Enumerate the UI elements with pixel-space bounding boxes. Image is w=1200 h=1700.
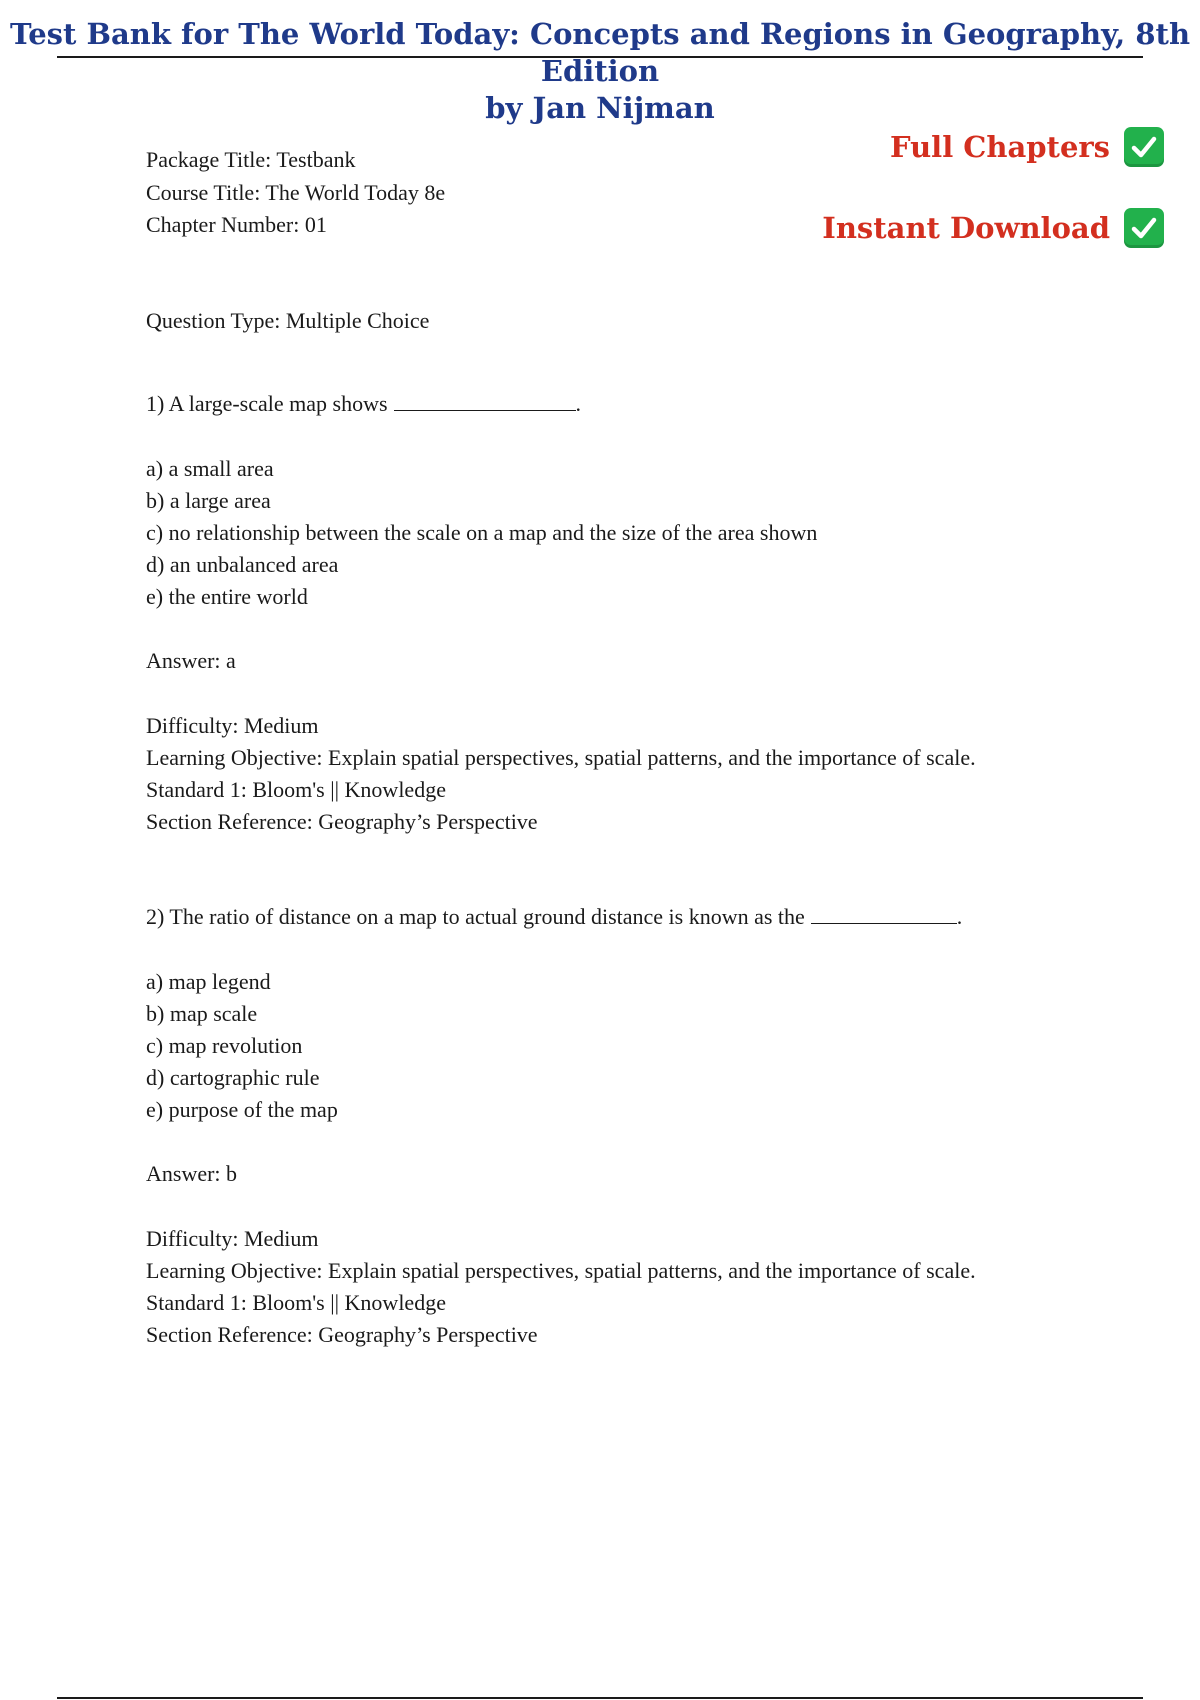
check-mark-icon: [1124, 127, 1164, 167]
learning-objective: Learning Objective: Explain spatial perspectives, spatial patterns, and the importance of scale.: [146, 1258, 976, 1283]
question-2-text: 2) The ratio of distance on a map to actual ground distance is known as the: [146, 904, 805, 929]
question-2-prompt: [146, 902, 962, 932]
blank-suffix: .: [956, 904, 963, 929]
footer-rule: [57, 1697, 1143, 1699]
instant-download-label: Instant Download: [822, 211, 1110, 245]
option-a: a) a small area: [146, 456, 274, 481]
document-title: [0, 16, 1200, 127]
question-type: Question Type: Multiple Choice: [146, 308, 430, 333]
title-line-2: by Jan Nijman: [485, 91, 715, 125]
full-chapters-badge[interactable]: [890, 127, 1164, 167]
section-reference: Section Reference: Geography’s Perspective: [146, 1322, 538, 1347]
question-1-text: 1) A large-scale map shows: [146, 391, 388, 416]
option-d: d) cartographic rule: [146, 1065, 320, 1090]
blank-suffix: .: [575, 391, 582, 416]
title-line-1: Test Bank for The World Today: Concepts and Regions in Geography, 8th Edition: [9, 17, 1191, 88]
option-c: c) map revolution: [146, 1033, 303, 1058]
standard: Standard 1: Bloom's || Knowledge: [146, 777, 446, 802]
standard: Standard 1: Bloom's || Knowledge: [146, 1290, 446, 1315]
answer-blank: [811, 903, 957, 924]
option-b: b) a large area: [146, 488, 271, 513]
difficulty: Difficulty: Medium: [146, 1226, 319, 1251]
question-1-details: [146, 710, 976, 838]
full-chapters-label: Full Chapters: [890, 130, 1110, 164]
check-mark-icon: [1124, 208, 1164, 248]
option-e: e) purpose of the map: [146, 1097, 338, 1122]
question-1-prompt: [146, 389, 581, 419]
title-underline: [57, 56, 1143, 58]
learning-objective: Learning Objective: Explain spatial perspectives, spatial patterns, and the importance of scale.: [146, 745, 976, 770]
difficulty: Difficulty: Medium: [146, 713, 319, 738]
package-meta: [146, 144, 445, 242]
course-title: Course Title: The World Today 8e: [146, 179, 446, 205]
question-2-options: [146, 966, 338, 1126]
question-2-details: [146, 1223, 976, 1351]
section-reference: Section Reference: Geography’s Perspective: [146, 809, 538, 834]
instant-download-badge[interactable]: [822, 208, 1164, 248]
question-2-answer: Answer: b: [146, 1161, 238, 1186]
question-1-options: [146, 453, 817, 613]
option-e: e) the entire world: [146, 584, 308, 609]
option-d: d) an unbalanced area: [146, 552, 339, 577]
chapter-number: Chapter Number: 01: [146, 212, 327, 237]
option-b: b) map scale: [146, 1001, 258, 1026]
option-c: c) no relationship between the scale on a map and the size of the area shown: [146, 520, 818, 545]
option-a: a) map legend: [146, 969, 271, 994]
answer-blank: [394, 390, 576, 411]
package-title: Package Title: Testbank: [146, 147, 356, 172]
question-1-answer: Answer: a: [146, 648, 236, 673]
